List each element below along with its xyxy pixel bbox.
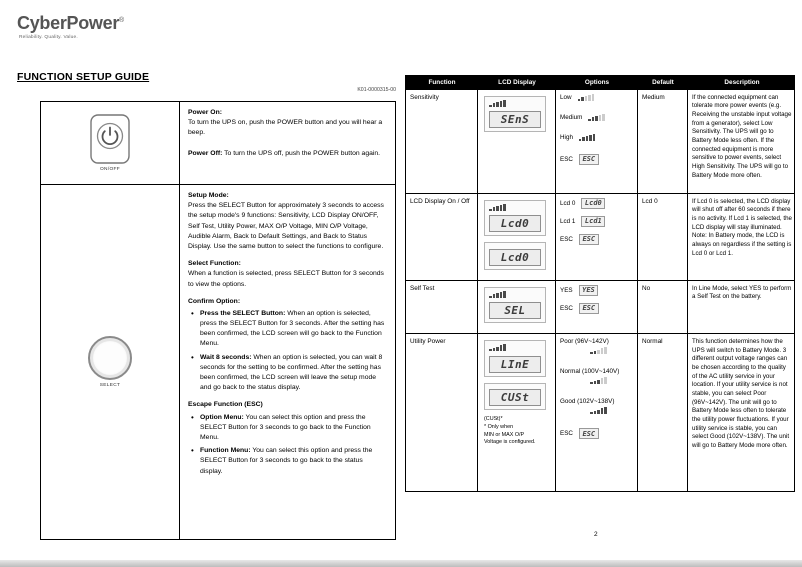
signal-meter-icon <box>489 100 506 107</box>
description-cell <box>688 90 796 193</box>
bullet-lead: Wait 8 seconds: <box>200 353 252 361</box>
lcd-display-graphic <box>484 242 546 270</box>
bullet-text: You can select this option and press the SELECT Button for 3 seconds to go back to the Function Menu. <box>200 413 371 441</box>
signal-meter-icon <box>489 204 506 211</box>
function-cell <box>406 90 478 193</box>
option-label: ESC <box>560 430 573 437</box>
setup-instructions <box>180 185 395 539</box>
power-off-paragraph <box>188 149 387 159</box>
lcd-display-graphic <box>484 340 546 377</box>
footnote-line: (CUSt)* <box>484 416 503 422</box>
lcd-display-cell <box>478 281 556 334</box>
lcd-display-graphic <box>484 200 546 237</box>
options-cell <box>556 90 638 193</box>
page-number: 2 <box>594 531 598 538</box>
lcd-display-cell <box>478 334 556 491</box>
option-good <box>560 398 633 416</box>
lcd-display-graphic <box>484 287 546 324</box>
option-label: Low <box>560 93 572 101</box>
confirm-option-heading: Confirm Option: <box>188 297 241 305</box>
footnote-line: * Only when <box>484 423 514 430</box>
option-label: YES <box>560 286 573 294</box>
option-normal <box>560 368 633 386</box>
lcd-chip: ESC <box>579 154 599 165</box>
footnote-line: MIN or MAX O/P <box>484 431 525 438</box>
header-function: Function <box>428 78 456 86</box>
lcd-screen-text: Lcd0 <box>489 249 541 266</box>
power-off-text: To turn the UPS off, push the POWER button again. <box>222 149 381 157</box>
option-lcd1 <box>560 216 633 227</box>
select-function-heading: Select Function: <box>188 260 241 268</box>
lcd-chip: YES <box>579 285 599 296</box>
function-table <box>405 75 795 492</box>
page-title: FUNCTION SETUP GUIDE <box>17 71 150 83</box>
footnote-line: Voltage is configured. <box>484 439 536 446</box>
lcd-screen-text: LInE <box>489 356 541 373</box>
lcd-screen-text: SEL <box>489 302 541 319</box>
options-cell <box>556 334 638 491</box>
lcd-display-cell <box>478 90 556 193</box>
lcd-chip: ESC <box>579 234 599 245</box>
bullet-lead: Option Menu: <box>200 413 244 421</box>
table-row-sensitivity <box>406 89 794 193</box>
power-on-heading: Power On: <box>188 109 222 116</box>
doc-code: K01-0000315-00 <box>357 87 396 93</box>
default-value: No <box>642 284 651 292</box>
function-cell <box>406 281 478 334</box>
option-label: Lcd 1 <box>560 217 576 225</box>
level-meter-icon <box>588 114 605 121</box>
option-esc <box>560 428 633 439</box>
level-meter-icon <box>590 377 607 384</box>
default-value: Normal <box>642 338 663 345</box>
list-item <box>191 353 387 394</box>
option-poor <box>560 338 633 356</box>
function-name: Sensitivity <box>410 93 439 101</box>
lcd-chip: ESC <box>579 303 599 314</box>
description-text: If Lcd 0 is selected, the LCD display will shut off after 60 seconds if there is no activity. If Lcd 1 is selected, the LCD display will stay illuminated. Note: In Battery mode, the LCD is always on regardless if the setting is Lcd 0 or Lcd 1. <box>692 197 792 257</box>
option-label: Medium <box>560 113 583 121</box>
bullet-text: You can select this option and press the SELECT Button for 3 seconds to go back to the status display. <box>200 447 373 475</box>
escape-function-list <box>191 413 387 477</box>
power-off-heading: Power Off: <box>188 149 223 157</box>
table-header <box>406 76 794 89</box>
bottom-edge-strip <box>0 560 802 567</box>
option-label: Poor (96V~142V) <box>560 338 609 345</box>
bullet-text: When an option is selected, press the SELECT Button for 3 seconds. After the setting has been confirmed, the LCD screen will go back to the Function Menu. <box>200 309 385 348</box>
lcd-display-graphic <box>484 383 546 411</box>
list-item <box>191 309 387 350</box>
power-button-icon <box>90 114 130 164</box>
option-esc <box>560 234 633 245</box>
default-cell <box>638 194 688 280</box>
function-name: Utility Power <box>410 338 446 345</box>
lcd-chip: Lcd1 <box>581 216 605 227</box>
function-name: LCD Display On / Off <box>410 197 470 205</box>
setup-guide-table <box>40 101 396 540</box>
option-high <box>560 134 633 141</box>
select-button-icon <box>88 336 132 380</box>
brand-tagline: Reliability. Quality. Value. <box>19 35 78 40</box>
cyberpower-logo <box>17 13 124 40</box>
select-button-caption: SELECT <box>99 383 121 388</box>
header-default: Default <box>652 78 674 86</box>
lcd-display-cell <box>478 194 556 280</box>
select-button-cell <box>41 185 180 539</box>
level-meter-icon <box>590 407 607 414</box>
option-label: ESC <box>560 304 573 312</box>
table-row-utility-power <box>406 333 794 491</box>
function-cell <box>406 334 478 491</box>
option-lcd0 <box>560 198 633 209</box>
function-cell <box>406 194 478 280</box>
header-lcd-display: LCD Display <box>498 78 536 86</box>
power-button-caption: ON/OFF <box>100 167 120 172</box>
function-name: Self Test <box>410 284 435 292</box>
default-cell <box>638 334 688 491</box>
description-text: If the connected equipment can tolerate more power events (e.g. Receiving the unstable input voltage from a generator), select Low Sensitivity. The UPS will go to Battery Mode less often. If the connected equipment is more sensitive to power events, select High Sensitivity. The UPS will go to Battery Mode more often. <box>692 93 792 179</box>
description-text: In Line Mode, select YES to perform a Self Test on the battery. <box>692 284 792 301</box>
power-button-cell <box>41 102 180 185</box>
level-meter-icon <box>590 347 607 354</box>
power-instructions <box>180 102 395 185</box>
options-cell <box>556 281 638 334</box>
option-label: Lcd 0 <box>560 199 576 207</box>
lcd-screen-text: Lcd0 <box>489 215 541 232</box>
option-medium <box>560 114 633 121</box>
option-esc <box>560 303 633 314</box>
spacer <box>188 139 387 149</box>
default-cell <box>638 90 688 193</box>
setup-mode-heading: Setup Mode: <box>188 192 229 199</box>
lcd-screen-text: CUSt <box>489 389 541 406</box>
lcd-chip: ESC <box>579 428 599 439</box>
header-description: Description <box>724 78 760 86</box>
brand-name-text: CyberPower <box>17 13 120 33</box>
description-cell <box>688 281 796 334</box>
default-value: Lcd 0 <box>642 197 658 205</box>
power-on-text: To turn the UPS on, push the POWER button and you will hear a beep. <box>188 119 383 137</box>
header-options: Options <box>584 78 610 86</box>
bullet-lead: Function Menu: <box>200 447 251 455</box>
signal-meter-icon <box>489 344 506 351</box>
registered-mark: ® <box>119 17 124 24</box>
option-esc <box>560 154 633 165</box>
lcd-display-graphic <box>484 96 546 133</box>
setup-mode-text: Press the SELECT Button for approximately 3 seconds to access the setup mode's 9 functions: Sensitivity, LCD Display ON/OFF, Self Test, Utility Power, MAX O/P Voltage, MIN O/P Voltage, Audible Alarm, Back to Default Settings, and Back to Status Display. Use the same button to select the functions to configure. <box>188 202 384 250</box>
option-yes <box>560 285 633 296</box>
bullet-text: When an option is selected, you can wait 8 seconds for the setting to be confirmed. After the setting has been confirmed, the LCD screen will leave the setup mode and go back to the status display. <box>200 353 383 392</box>
list-item <box>191 446 387 477</box>
option-label: High <box>560 133 573 141</box>
option-label: Good (102V~138V) <box>560 398 615 405</box>
option-label: ESC <box>560 155 573 163</box>
level-meter-icon <box>578 94 595 101</box>
brand-name <box>17 13 124 34</box>
default-value: Medium <box>642 93 665 101</box>
table-row-self-test <box>406 280 794 334</box>
description-cell <box>688 334 796 491</box>
lcd-chip: Lcd0 <box>581 198 605 209</box>
option-low <box>560 94 633 101</box>
select-function-text: When a function is selected, press SELECT Button for 3 seconds to view the options. <box>188 270 384 288</box>
escape-function-heading: Escape Function (ESC) <box>188 401 263 409</box>
option-label: ESC <box>560 235 573 243</box>
level-meter-icon <box>579 134 596 141</box>
default-cell <box>638 281 688 334</box>
table-row-lcd-display <box>406 193 794 280</box>
confirm-option-list <box>191 309 387 394</box>
description-text: This function determines how the UPS will switch to Battery Mode. 3 different output voltage ranges can be chosen according to the quality of the AC utility service in your location. If your utility service is not stable, you can select Poor (96V~142V). The unit will go to Battery Mode less often to tolerate the utility power fluctuations. If your utility service is stable, you can select Good (102V~138V). The unit will go to Battery Mode more often. <box>692 338 790 450</box>
lcd-footnote <box>484 416 551 447</box>
lcd-screen-text: SEnS <box>489 111 541 128</box>
signal-meter-icon <box>489 291 506 298</box>
description-cell <box>688 194 796 280</box>
list-item <box>191 413 387 444</box>
option-label: Normal (100V~140V) <box>560 368 620 375</box>
options-cell <box>556 194 638 280</box>
bullet-lead: Press the SELECT Button: <box>200 309 286 317</box>
